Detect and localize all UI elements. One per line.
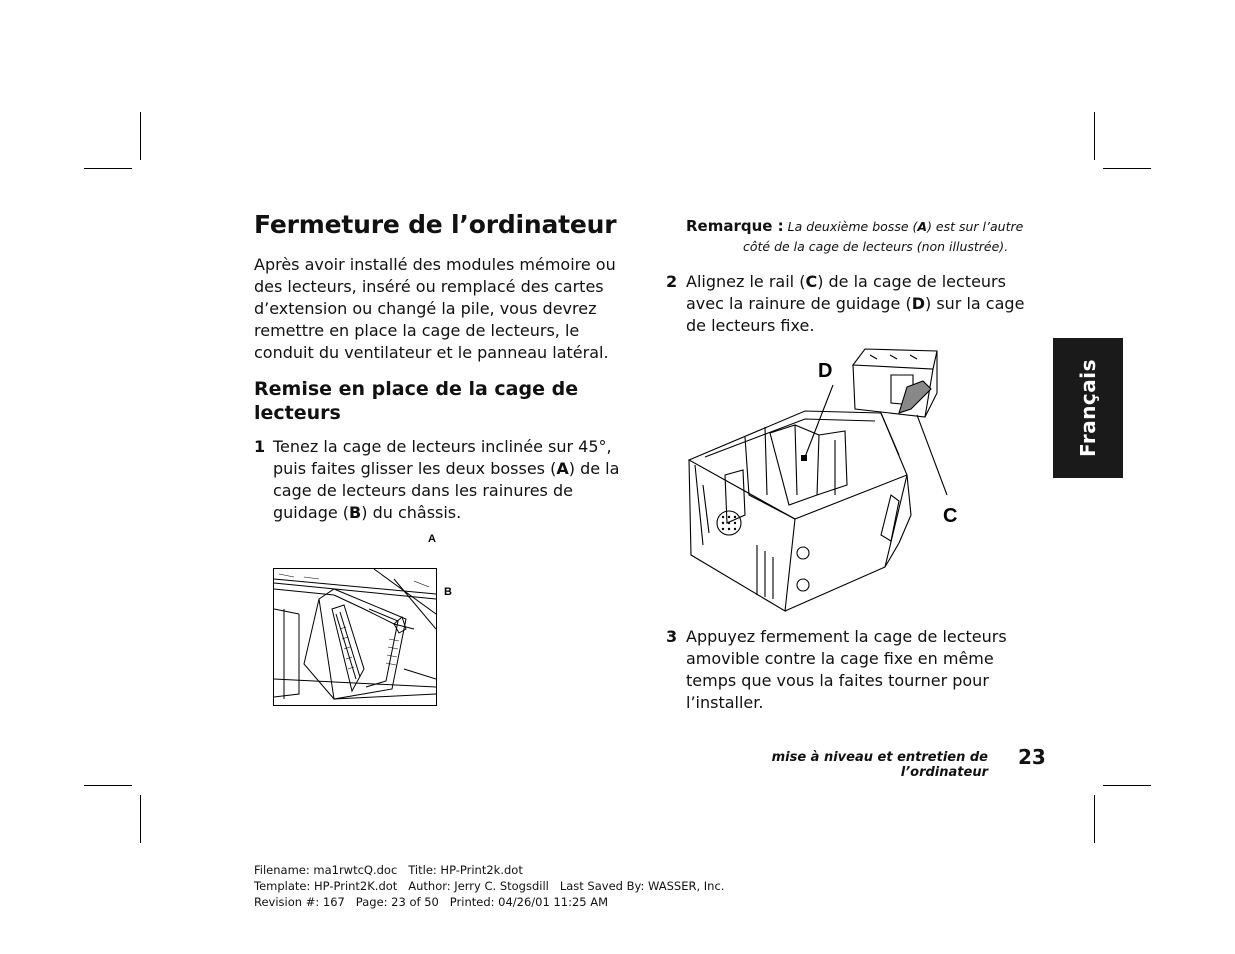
callout-a: A: [428, 533, 436, 545]
step-2: [666, 271, 1046, 337]
step-text-part: ) de la cage de lecteurs dans les rainures de guidage (: [273, 458, 620, 522]
step-text-part: ) du châssis.: [361, 502, 462, 522]
chassis-illustration: [685, 345, 975, 615]
print-metadata: [254, 862, 724, 910]
note-text-continued: côté de la cage de lecteurs (non illustrée).: [743, 239, 1009, 254]
page-title: Fermeture de l’ordinateur: [254, 210, 617, 239]
step-text-part: Alignez le rail (: [686, 272, 806, 291]
step-text-part: Tenez la cage de lecteurs inclinée sur 45°, puis faites glisser les deux bosses (: [273, 436, 612, 478]
crop-mark: [84, 168, 132, 169]
footer-title: mise à niveau et entretien de l’ordinateur: [771, 750, 988, 780]
step-text: Appuyez fermement la cage de lecteurs amovible contre la cage fixe en même temps que vous la faites tourner pour l’installer.: [686, 627, 1007, 712]
step-number: 3: [666, 627, 678, 646]
metadata-line: Template: HP-Print2K.dot Author: Jerry C. Stogsdill Last Saved By: WASSER, Inc.: [254, 879, 725, 893]
note-label: Remarque :: [686, 217, 784, 235]
crop-mark: [84, 785, 132, 786]
step-ref-letter: A: [556, 458, 569, 478]
intro-paragraph: Après avoir installé des modules mémoire ou des lecteurs, inséré ou remplacé des cartes d’extension ou changé la pile, vous devrez remettre en place la cage de lecteurs, le conduit du ventilateur et le panneau latéral.: [254, 255, 616, 362]
note-ref-letter: A: [917, 219, 928, 234]
step-text: [686, 271, 1046, 337]
crop-mark: [1094, 112, 1095, 160]
figure-drive-cage-insertion: [273, 533, 453, 708]
figure-chassis-cage-alignment: [685, 345, 975, 615]
step-text-part: ) de la cage de lecteurs avec la rainure de guidage (: [686, 272, 1006, 313]
step-ref-letter: B: [349, 502, 362, 522]
callout-c: C: [943, 505, 958, 527]
crop-mark: [140, 112, 141, 160]
step-number: 2: [666, 272, 678, 291]
section-heading: Remise en place de la cage de lecteurs: [254, 378, 579, 424]
step-ref-letter: D: [911, 294, 925, 313]
language-tab: [1053, 338, 1123, 478]
step-number: 1: [254, 436, 266, 456]
language-tab-label: Français: [1076, 358, 1100, 458]
step-3: [666, 626, 1046, 714]
note: [686, 216, 1046, 257]
step-1: [254, 436, 634, 524]
step-ref-letter: C: [805, 272, 818, 291]
crop-mark: [1103, 785, 1151, 786]
page-number: 23: [1018, 745, 1046, 769]
metadata-line: Revision #: 167 Page: 23 of 50 Printed: 04/26/01 11:25 AM: [254, 895, 609, 909]
drive-cage-illustration: [274, 569, 436, 705]
callout-b: B: [444, 586, 452, 598]
crop-mark: [1103, 168, 1151, 169]
crop-mark: [1094, 795, 1095, 843]
right-column: [666, 216, 1046, 712]
note-text: [788, 219, 1024, 234]
left-column: [254, 210, 634, 524]
step-text: [273, 436, 634, 524]
crop-mark: [140, 795, 141, 843]
figure-frame: [273, 568, 437, 706]
note-text-part: La deuxième bosse (: [787, 219, 918, 234]
callout-d: D: [818, 360, 833, 382]
note-text-part: ) est sur l’autre: [927, 219, 1024, 234]
step-text-part: ) sur la cage de lecteurs fixe.: [686, 294, 1025, 335]
metadata-line: Filename: ma1rwtcQ.doc Title: HP-Print2k.dot: [254, 863, 523, 877]
